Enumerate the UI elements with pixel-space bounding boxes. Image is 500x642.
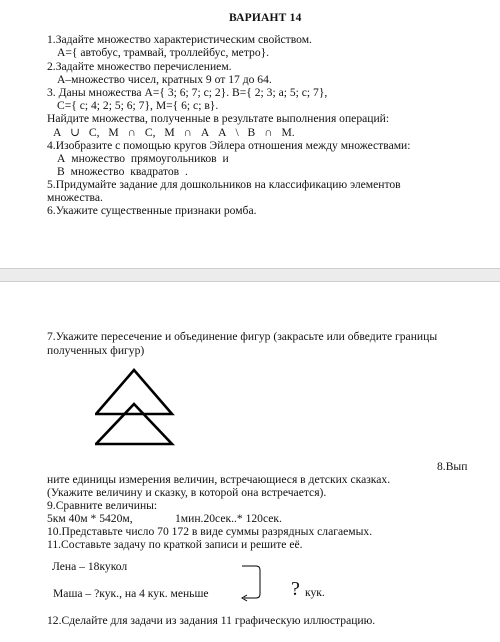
task12-text: 12.Сделайте для задачи из задания 11 графическую иллюстрацию. bbox=[47, 614, 376, 627]
task4-set-a: А множество прямоугольников и bbox=[57, 152, 229, 165]
task3-text: 3. Даны множества А={ 3; 6; 7; с; 2}. В={ 2; 3; а; 5; с; 7}, bbox=[47, 86, 328, 99]
variant-title: ВАРИАНТ 14 bbox=[229, 12, 302, 24]
task9-title: 9.Сравните величины: bbox=[47, 499, 158, 512]
task10-text: 10.Представьте число 70 172 в виде суммы разрядных слагаемых. bbox=[47, 525, 373, 538]
task5-text: 5.Придумайте задание для дошкольников на классификацию элементов bbox=[47, 178, 401, 191]
task3-operations: А ∪ С, М ∩ С, М ∩ А А \ В ∩ М. bbox=[53, 126, 295, 139]
task9-right: 1мин.20сек..* 120сек. bbox=[175, 512, 282, 525]
task3-question: Найдите множества, полученные в результате выполнения операций: bbox=[47, 112, 390, 125]
bracket-arrow bbox=[240, 562, 264, 602]
scheme-lena: Лена – 18кукол bbox=[52, 560, 128, 573]
task7-text-cont: полученных фигур) bbox=[47, 344, 145, 357]
triangles-figure bbox=[95, 366, 225, 456]
task7-text: 7.Укажите пересечение и объединение фигур (закрасьте или обведите границы bbox=[47, 330, 438, 343]
task8-text-cont: (Укажите величину и сказку, в которой она встречается). bbox=[47, 486, 327, 499]
task8-text: ните единицы измерения величин, встречающиеся в детских сказках. bbox=[47, 473, 391, 486]
task4-text: 4.Изобразите с помощью кругов Эйлера отношения между множествами: bbox=[47, 139, 411, 152]
task11-text: 11.Составьте задачу по краткой записи и решите её. bbox=[47, 538, 303, 551]
task1-text: 1.Задайте множество характеристическим свойством. bbox=[47, 33, 312, 46]
page-separator bbox=[0, 268, 500, 282]
task8-start: 8.Вып bbox=[437, 460, 468, 473]
task1-set: А={ автобус, трамвай, троллейбус, метро}. bbox=[57, 46, 270, 59]
page-one bbox=[0, 0, 500, 268]
task4-set-b: В множество квадратов . bbox=[57, 165, 188, 178]
task2-set: А–множество чисел, кратных 9 от 17 до 64. bbox=[57, 73, 272, 86]
task2-text: 2.Задайте множество перечислением. bbox=[47, 60, 232, 73]
question-unit: кук. bbox=[305, 586, 325, 599]
task6-text: 6.Укажите существенные признаки ромба. bbox=[47, 204, 257, 217]
question-mark: ? bbox=[291, 578, 300, 600]
task9-left: 5км 40м * 5420м, bbox=[47, 512, 133, 525]
task3-sets: С={ с; 4; 2; 5; 6; 7}, М={ 6; с; в}. bbox=[57, 99, 219, 112]
lower-triangle bbox=[96, 404, 172, 444]
task5-text-cont: множества. bbox=[47, 191, 103, 204]
scheme-masha: Маша – ?кук., на 4 кук. меньше bbox=[53, 587, 209, 600]
upper-triangle bbox=[96, 370, 172, 414]
